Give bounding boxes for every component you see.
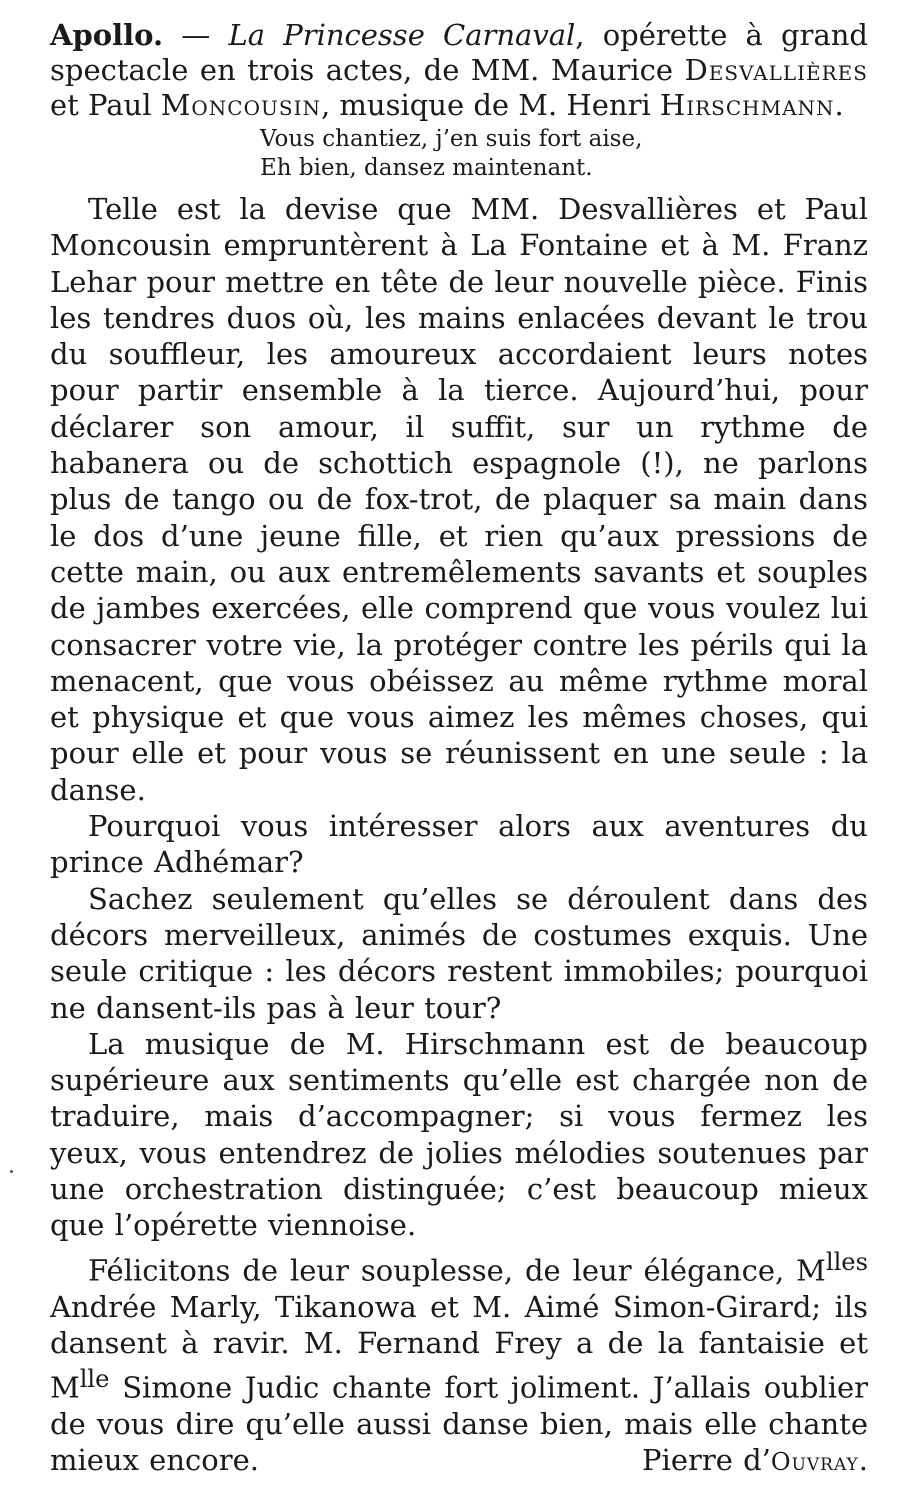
final-text: Andrée Marly, Tikanowa et M. Aimé Simon-Girard; ils dansent à ravir. M. Fernand Frey a de la fantaisie et M [50, 1289, 868, 1405]
venue-name: Apollo. [50, 18, 164, 52]
composer-surname: Hirschmann [659, 88, 835, 122]
article-heading [50, 18, 868, 123]
heading-between: et Paul [50, 88, 161, 122]
article-column [50, 18, 868, 1481]
print-speck [10, 1170, 13, 1173]
epigraph [260, 125, 868, 183]
heading-end: . [834, 88, 844, 122]
final-text: Félicitons de leur souplesse, de leur élégance, M [88, 1253, 826, 1288]
body-paragraph: Sachez seulement qu’elles se déroulent dans des décors merveilleux, animés de costumes exquis. Une seule critique : les décors restent immobiles; pourquoi ne dansent-ils pas à leur tour? [50, 881, 868, 1025]
body-paragraph: Telle est la devise que MM. Desvallières et Paul Moncousin empruntèrent à La Fontaine et à M. Franz Lehar pour mettre en tête de leur nouvelle pièce. Finis les tendres duos où, les mains enlacées devant le trou du souffleur, les amoureux accordaient leurs notes pour partir ensemble à la tierce. Aujourd’hui, pour déclarer son amour, il suffit, sur un rythme de habanera ou de schottich espagnole (!), ne parlons plus de tango ou de fox-trot, de plaquer sa main dans le dos d’une jeune fille, et rien qu’aux pressions de cette main, ou aux entremêlements savants et souples de jambes exercées, elle comprend que vous voulez lui consacrer votre vie, la protéger contre les périls qui la menacent, que vous obéissez au même rythme moral et physique et que vous aimez les mêmes choses, qui pour elle et pour vous se réunissent en une seule : la danse. [50, 192, 868, 807]
superscript-abbrev: lle [79, 1365, 110, 1394]
author2-surname: Moncousin [160, 88, 321, 122]
body-paragraph: Pourquoi vous intéresser alors aux aventures du prince Adhémar? [50, 809, 868, 880]
signature-surname: Ouvray [770, 1448, 859, 1477]
signature-first: Pierre d’ [642, 1443, 771, 1478]
final-paragraph [50, 1244, 868, 1479]
superscript-abbrev: lles [825, 1247, 868, 1276]
body-paragraph: La musique de M. Hirschmann est de beaucoup supérieure aux sentiments qu’elle est chargée non de traduire, mais d’accompagner; si vous fermez les yeux, vous entendrez de jolies mélodies soutenues par une orchestration distinguée; c’est beaucoup mieux que l’opérette viennoise. [50, 1026, 868, 1243]
signature-end: . [858, 1443, 868, 1478]
author-signature [604, 1442, 868, 1480]
epigraph-line: Eh bien, dansez maintenant. [260, 155, 593, 181]
author1-surname: Desvallières [684, 53, 868, 87]
final-text: Simone Judic chante fort joliment. J’allais oublier de vous dire qu’elle aussi danse bien, mais elle chante mieux encore. [50, 1370, 868, 1478]
heading-dash: — [163, 18, 229, 52]
epigraph-line: Vous chantiez, j’en suis fort aise, [260, 126, 643, 152]
heading-description: , opérette à grand spectacle en trois actes, de MM. Maurice [50, 18, 868, 87]
play-title: La Princesse Carnaval [228, 18, 576, 52]
composer-intro: , musique de M. Henri [320, 88, 660, 122]
